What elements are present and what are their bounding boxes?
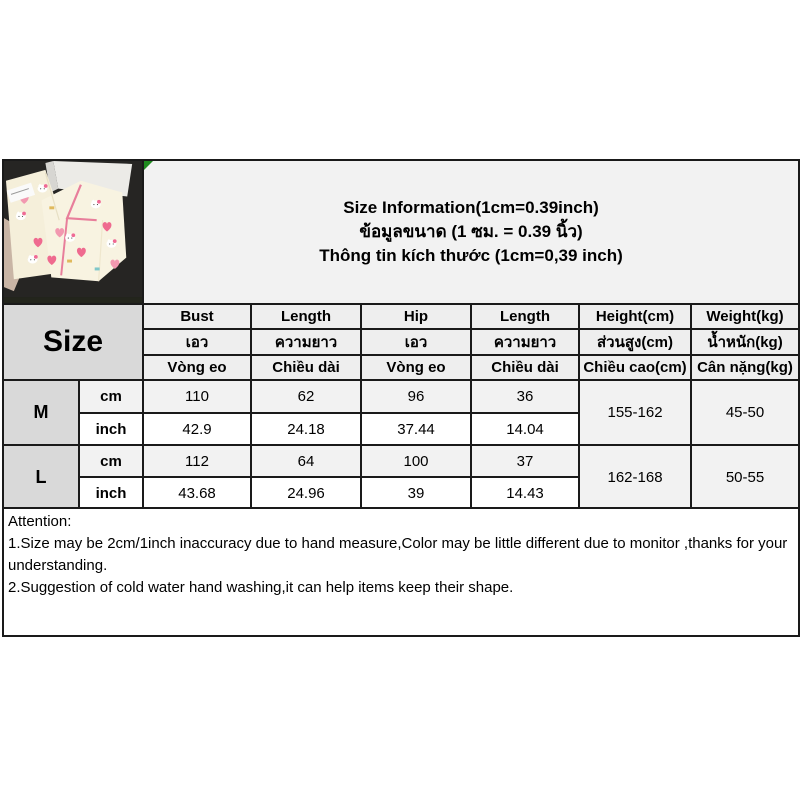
header-vi-height: Chiều cao(cm) bbox=[579, 355, 691, 380]
cell-m-inch-bust: 42.9 bbox=[143, 413, 251, 445]
cell-m-cm-bust: 110 bbox=[143, 380, 251, 413]
unit-cm-label: cm bbox=[79, 380, 143, 413]
header-en-bust: Bust bbox=[143, 304, 251, 329]
attention-note-2: 2.Suggestion of cold water hand washing,it can help items keep their shape. bbox=[8, 579, 514, 596]
header-th-hip: เอว bbox=[361, 329, 471, 355]
green-corner-marker-icon bbox=[144, 161, 153, 170]
header-th-weight: น้ำหนัก(kg) bbox=[691, 329, 799, 355]
cell-l-inch-hip: 39 bbox=[361, 477, 471, 509]
cell-l-inch-length-1: 24.96 bbox=[251, 477, 361, 509]
header-en-height: Height(cm) bbox=[579, 304, 691, 329]
header-th-bust: เอว bbox=[143, 329, 251, 355]
size-table bbox=[2, 159, 800, 510]
attention-notes bbox=[2, 507, 800, 637]
title-thai: ข้อมูลขนาด (1 ซม. = 0.39 นิ้ว) bbox=[359, 222, 583, 241]
product-photo-cell bbox=[3, 160, 143, 304]
header-vi-length-1: Chiều dài bbox=[251, 355, 361, 380]
cell-m-weight-range: 45-50 bbox=[691, 380, 799, 445]
size-header-label: Size bbox=[3, 304, 143, 380]
header-th-length-1: ความยาว bbox=[251, 329, 361, 355]
cell-m-inch-hip: 37.44 bbox=[361, 413, 471, 445]
header-th-height: ส่วนสูง(cm) bbox=[579, 329, 691, 355]
size-m-label: M bbox=[3, 380, 79, 445]
cell-l-cm-hip: 100 bbox=[361, 445, 471, 477]
header-en-length-2: Length bbox=[471, 304, 579, 329]
cell-l-cm-length-1: 64 bbox=[251, 445, 361, 477]
cell-l-inch-length-2: 14.43 bbox=[471, 477, 579, 509]
cell-m-cm-length-1: 62 bbox=[251, 380, 361, 413]
cell-m-cm-hip: 96 bbox=[361, 380, 471, 413]
product-photo bbox=[4, 161, 142, 303]
header-th-length-2: ความยาว bbox=[471, 329, 579, 355]
cell-l-height-range: 162-168 bbox=[579, 445, 691, 509]
cell-m-inch-length-2: 14.04 bbox=[471, 413, 579, 445]
header-vi-length-2: Chiều dài bbox=[471, 355, 579, 380]
unit-cm-label: cm bbox=[79, 445, 143, 477]
header-en-length-1: Length bbox=[251, 304, 361, 329]
unit-inch-label: inch bbox=[79, 477, 143, 509]
header-vi-hip: Vòng eo bbox=[361, 355, 471, 380]
header-vi-bust: Vòng eo bbox=[143, 355, 251, 380]
header-vi-weight: Cân nặng(kg) bbox=[691, 355, 799, 380]
size-l-label: L bbox=[3, 445, 79, 509]
cell-l-cm-bust: 112 bbox=[143, 445, 251, 477]
cell-m-cm-length-2: 36 bbox=[471, 380, 579, 413]
cell-l-inch-bust: 43.68 bbox=[143, 477, 251, 509]
attention-heading: Attention: bbox=[8, 513, 72, 530]
attention-note-1: 1.Size may be 2cm/1inch inaccuracy due to hand measure,Color may be little different due to monitor ,thanks for your understanding. bbox=[8, 535, 788, 574]
title-english: Size Information(1cm=0.39inch) bbox=[343, 198, 599, 217]
size-info-title-cell bbox=[143, 160, 799, 304]
cell-l-cm-length-2: 37 bbox=[471, 445, 579, 477]
header-en-weight: Weight(kg) bbox=[691, 304, 799, 329]
cell-l-weight-range: 50-55 bbox=[691, 445, 799, 509]
cell-m-height-range: 155-162 bbox=[579, 380, 691, 445]
header-en-hip: Hip bbox=[361, 304, 471, 329]
cell-m-inch-length-1: 24.18 bbox=[251, 413, 361, 445]
unit-inch-label: inch bbox=[79, 413, 143, 445]
title-vietnamese: Thông tin kích thước (1cm=0,39 inch) bbox=[319, 246, 623, 265]
